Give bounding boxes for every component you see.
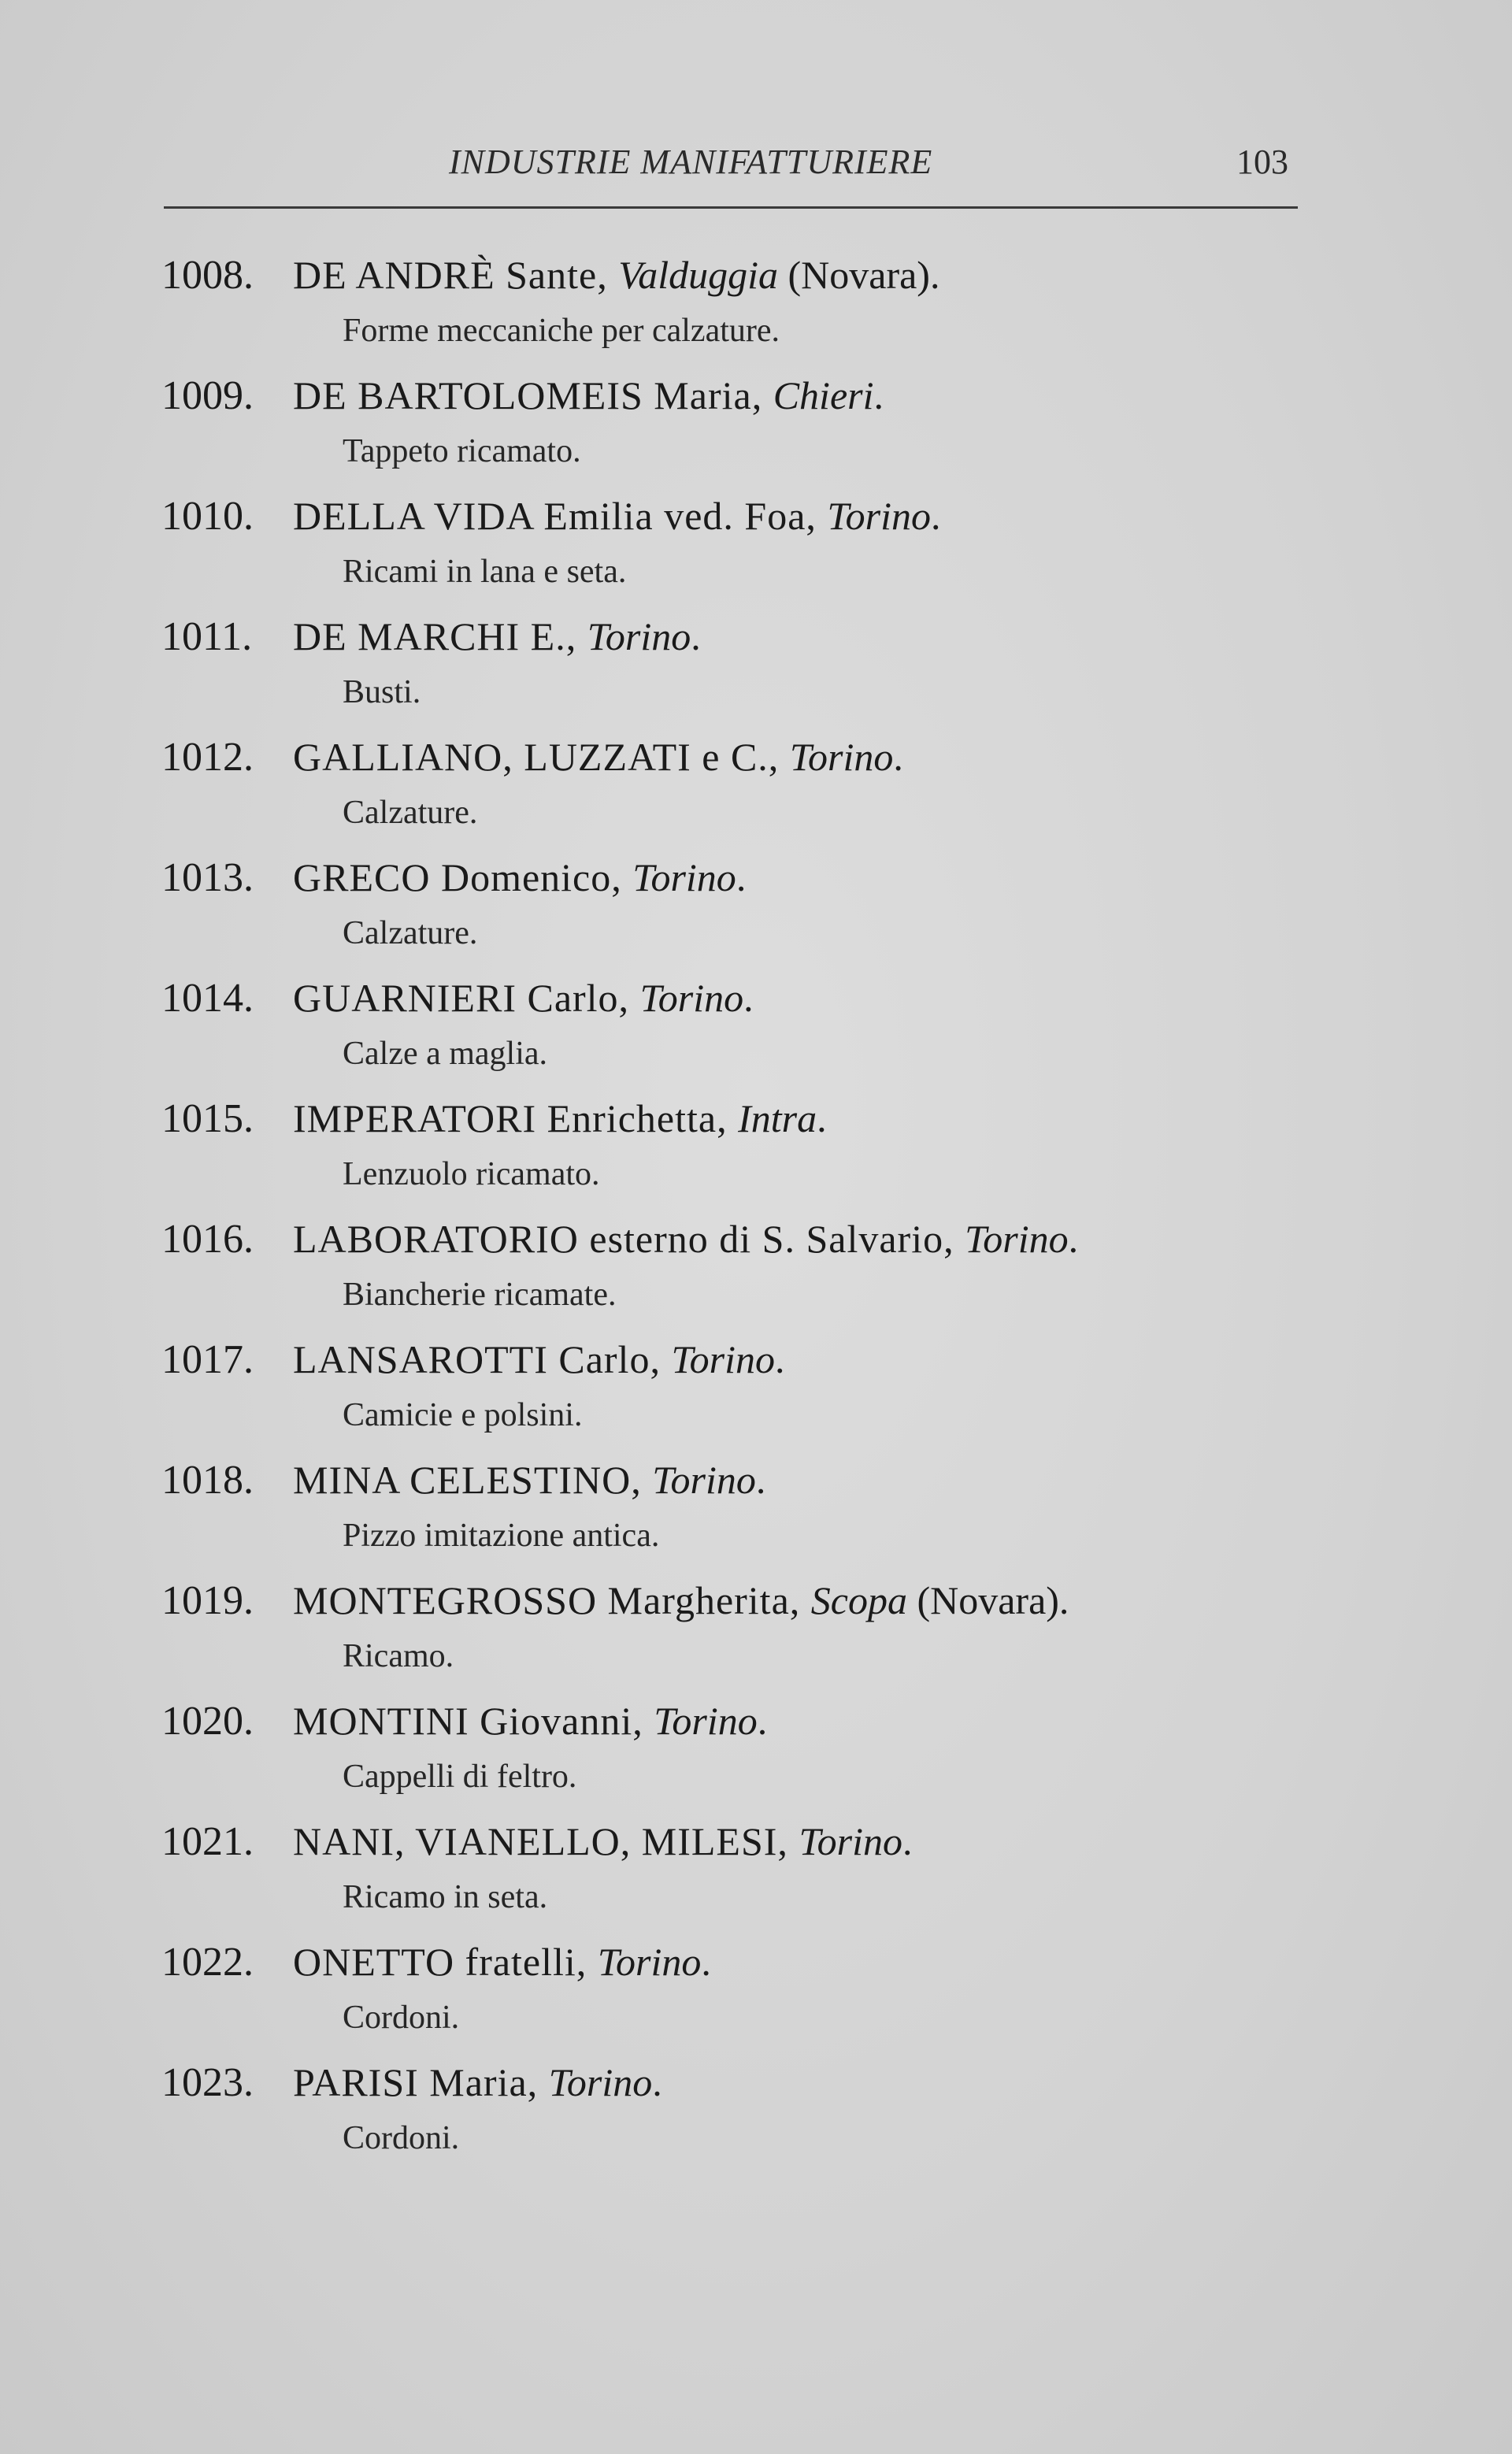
entry-description: Ricami in lana e seta. [343, 554, 627, 590]
list-item [0, 734, 1512, 854]
entry-description: Tappeto ricamato. [343, 433, 581, 469]
entry-number: 1020. [161, 1699, 254, 1744]
exhibitor-place-suffix: . [902, 1819, 913, 1863]
exhibitor-name: DE BARTOLOMEIS Maria, [293, 373, 773, 417]
exhibitor-place: Valduggia [618, 253, 778, 297]
entry-description: Cordoni. [343, 2120, 460, 2156]
entry-number: 1008. [161, 253, 254, 298]
exhibitor-place-suffix: . [652, 2060, 662, 2104]
entry-description: Busti. [343, 674, 421, 710]
exhibitor-name: DE MARCHI E., [293, 614, 587, 658]
list-item [0, 1457, 1512, 1577]
exhibitor-place: Chieri [773, 373, 874, 417]
entry-number: 1015. [161, 1096, 254, 1141]
entry-exhibitor [293, 2059, 662, 2105]
entry-number: 1023. [161, 2060, 254, 2105]
exhibitor-name: DELLA VIDA Emilia ved. Foa, [293, 494, 828, 538]
list-item [0, 975, 1512, 1095]
exhibitor-place-suffix: . [743, 976, 754, 1020]
entry-number: 1010. [161, 494, 254, 539]
exhibitor-place-suffix: . [1068, 1217, 1079, 1261]
entry-number: 1017. [161, 1337, 254, 1382]
list-item [0, 1939, 1512, 2059]
exhibitor-name: MONTEGROSSO Margherita, [293, 1578, 811, 1622]
entry-description: Pizzo imitazione antica. [343, 1518, 660, 1554]
exhibitor-place: Torino [652, 1458, 756, 1502]
exhibitor-place-suffix: (Novara). [778, 253, 940, 297]
exhibitor-place: Torino [597, 1940, 702, 1984]
exhibitor-name: GRECO Domenico, [293, 855, 633, 899]
entry-exhibitor [293, 734, 903, 780]
exhibitor-place: Torino [587, 614, 691, 658]
exhibitor-place-suffix: . [817, 1096, 827, 1140]
running-head [0, 142, 1512, 189]
exhibitor-place-suffix: . [701, 1940, 711, 1984]
exhibitor-name: MINA CELESTINO, [293, 1458, 653, 1502]
entry-number: 1019. [161, 1578, 254, 1623]
entry-exhibitor [293, 373, 884, 418]
entry-number: 1022. [161, 1940, 254, 1985]
exhibitor-place-suffix: . [755, 1458, 766, 1502]
exhibitor-place: Torino [632, 855, 736, 899]
entry-number: 1021. [161, 1819, 254, 1864]
entry-number: 1018. [161, 1458, 254, 1503]
exhibitor-place: Torino [965, 1217, 1069, 1261]
entry-description: Calzature. [343, 795, 478, 831]
exhibitor-place-suffix: (Novara). [906, 1578, 1069, 1622]
entry-exhibitor [293, 252, 939, 298]
exhibitor-place: Intra [738, 1096, 817, 1140]
exhibitor-name: ONETTO fratelli, [293, 1940, 598, 1984]
entry-exhibitor [293, 1939, 711, 1985]
exhibitor-name: IMPERATORI Enrichetta, [293, 1096, 739, 1140]
list-item [0, 614, 1512, 734]
list-item [0, 2059, 1512, 2180]
exhibitor-place: Torino [671, 1337, 776, 1381]
entry-number: 1011. [161, 614, 253, 659]
entry-description: Calze a maglia. [343, 1036, 548, 1072]
entry-description: Ricamo. [343, 1638, 454, 1674]
entry-description: Calzature. [343, 915, 478, 951]
entry-description: Biancherie ricamate. [343, 1277, 617, 1313]
exhibitor-place-suffix: . [893, 735, 903, 779]
exhibitor-place-suffix: . [930, 494, 941, 538]
exhibitor-name: LABORATORIO esterno di S. Salvario, [293, 1217, 965, 1261]
entry-exhibitor [293, 1095, 827, 1141]
entry-description: Lenzuolo ricamato. [343, 1156, 600, 1192]
entry-exhibitor [293, 975, 754, 1021]
entry-exhibitor [293, 854, 746, 900]
exhibitor-place: Torino [639, 976, 744, 1020]
exhibitor-place-suffix: . [873, 373, 884, 417]
list-item [0, 252, 1512, 373]
exhibitor-place: Scopa [810, 1578, 907, 1622]
list-item [0, 373, 1512, 493]
exhibitor-place-suffix: . [757, 1699, 768, 1743]
exhibitor-name: PARISI Maria, [293, 2060, 549, 2104]
exhibitor-place: Torino [548, 2060, 653, 2104]
exhibitor-name: MONTINI Giovanni, [293, 1699, 654, 1743]
list-item [0, 1216, 1512, 1336]
exhibitor-place: Torino [789, 735, 894, 779]
exhibitor-place: Torino [799, 1819, 903, 1863]
entry-number: 1014. [161, 976, 254, 1021]
exhibitor-name: NANI, VIANELLO, MILESI, [293, 1819, 799, 1863]
exhibitor-name: GUARNIERI Carlo, [293, 976, 640, 1020]
entry-exhibitor [293, 1818, 913, 1864]
entry-exhibitor [293, 493, 940, 539]
entry-exhibitor [293, 1457, 765, 1503]
list-item [0, 854, 1512, 975]
exhibitor-place: Torino [827, 494, 931, 538]
entry-description: Cordoni. [343, 2000, 460, 2036]
entry-exhibitor [293, 1216, 1078, 1262]
list-item [0, 1095, 1512, 1216]
entry-description: Camicie e polsini. [343, 1397, 583, 1433]
entry-exhibitor [293, 614, 701, 659]
exhibitor-place-suffix: . [775, 1337, 785, 1381]
running-title: INDUSTRIE MANIFATTURIERE [449, 143, 933, 181]
list-item [0, 1698, 1512, 1818]
exhibitor-place-suffix: . [736, 855, 747, 899]
entry-exhibitor [293, 1577, 1069, 1623]
entry-description: Forme meccaniche per calzature. [343, 313, 780, 349]
page-number: 103 [1236, 143, 1288, 181]
entry-description: Ricamo in seta. [343, 1879, 548, 1915]
list-item [0, 493, 1512, 614]
exhibitor-place-suffix: . [691, 614, 701, 658]
entry-number: 1009. [161, 373, 254, 418]
list-item [0, 1577, 1512, 1698]
exhibitor-name: GALLIANO, LUZZATI e C., [293, 735, 790, 779]
exhibitor-list [0, 252, 1512, 2180]
list-item [0, 1818, 1512, 1939]
exhibitor-place: Torino [654, 1699, 758, 1743]
entry-number: 1012. [161, 735, 254, 780]
entry-number: 1013. [161, 855, 254, 900]
list-item [0, 1336, 1512, 1457]
entry-number: 1016. [161, 1217, 254, 1262]
entry-description: Cappelli di feltro. [343, 1759, 577, 1795]
exhibitor-name: LANSAROTTI Carlo, [293, 1337, 672, 1381]
exhibitor-name: DE ANDRÈ Sante, [293, 253, 619, 297]
entry-exhibitor [293, 1698, 767, 1744]
header-rule [164, 206, 1298, 209]
entry-exhibitor [293, 1336, 785, 1382]
